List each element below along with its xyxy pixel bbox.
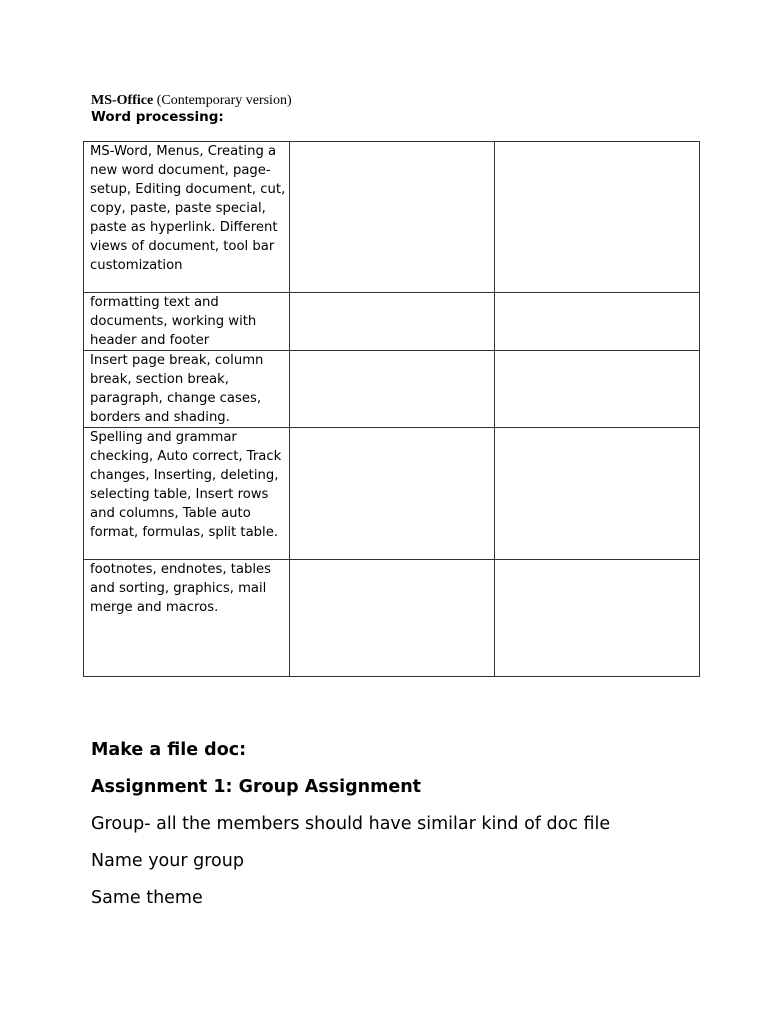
table-row	[84, 560, 700, 677]
topic-cell: Spelling and grammar checking, Auto correct, Track changes, Inserting, deleting, selecting table, Insert rows and columns, Table auto format, formulas, split table.	[84, 428, 290, 560]
table-row	[84, 293, 700, 351]
topic-cell: MS-Word, Menus, Creating a new word document, page-setup, Editing document, cut, copy, paste, paste special, paste as hyperlink. Different views of document, tool bar customization	[84, 142, 290, 293]
empty-cell	[290, 351, 495, 428]
group-note: Group- all the members should have similar kind of doc file	[91, 814, 611, 834]
table-row	[84, 142, 700, 293]
empty-cell	[290, 142, 495, 293]
topic-cell: Insert page break, column break, section break, paragraph, change cases, borders and shading.	[84, 351, 290, 428]
empty-cell	[495, 560, 700, 677]
topics-table	[83, 141, 700, 677]
empty-cell	[290, 293, 495, 351]
empty-cell	[290, 560, 495, 677]
empty-cell	[290, 428, 495, 560]
topic-cell: footnotes, endnotes, tables and sorting, graphics, mail merge and macros.	[84, 560, 290, 677]
empty-cell	[495, 142, 700, 293]
version-note: (Contemporary version)	[156, 93, 292, 108]
section-heading: Word processing:	[91, 109, 224, 125]
table-row	[84, 428, 700, 560]
empty-cell	[495, 428, 700, 560]
topic-cell: formatting text and documents, working with header and footer	[84, 293, 290, 351]
name-group-note: Name your group	[91, 851, 244, 871]
ms-office-title: MS-Office	[91, 93, 154, 108]
same-theme-note: Same theme	[91, 888, 203, 908]
assignment-title: Assignment 1: Group Assignment	[91, 777, 422, 797]
make-file-heading: Make a file doc:	[91, 740, 247, 760]
table-row	[84, 351, 700, 428]
empty-cell	[495, 293, 700, 351]
empty-cell	[495, 351, 700, 428]
